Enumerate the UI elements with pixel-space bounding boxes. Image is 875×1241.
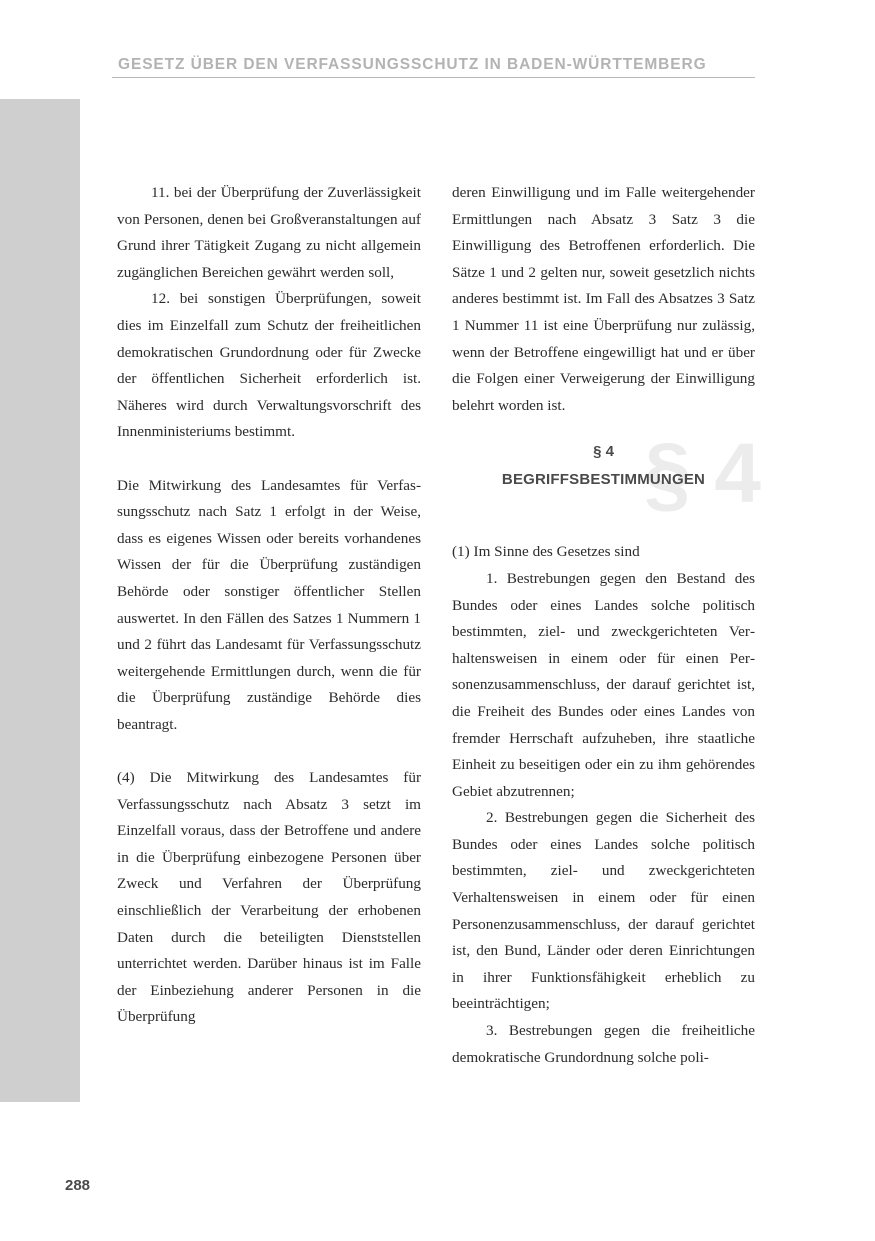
page-number: 288	[65, 1177, 91, 1194]
section-watermark: § 4	[644, 426, 761, 521]
list-item-3: 3. Bestrebungen gegen die freiheitliche demokratische Grundordnung solche poli-	[452, 1022, 755, 1066]
header-rule	[112, 77, 755, 78]
list-item-11: 11. bei der Überprüfung der Zuverlässigkeit von Personen, denen bei Großveranstaltungen auf Grund ihrer Tätigkeit Zugang zu nicht allgemein zugänglichen Bereichen gewährt werden soll,	[117, 184, 421, 281]
section-title: BEGRIFFSBESTIMMUNGEN	[501, 471, 706, 489]
side-margin-bar	[0, 99, 80, 1102]
left-column	[117, 180, 421, 1031]
paragraph-1-intro: (1) Im Sinne des Gesetzes sind	[452, 543, 640, 561]
list-item-1: 1. Bestrebungen gegen den Bestand des Bundes oder eines Landes solche politisch bestimmten, ziel- und zweckgerichteten Verhaltensweisen in einem oder für einen Personenzusammenschluss, der darauf gerichtet ist, die Freiheit des Bundes oder eines Landes von fremder Herrschaft aufzuheben, ihre staatliche Einheit zu beseitigen oder ein zu ihm gehörendes Gebiet abzutrennen;	[452, 569, 755, 800]
right-column	[452, 180, 761, 1071]
paragraph-mitwirkung: Die Mitwirkung des Landesamtes für Verfassungsschutz nach Satz 1 erfolgt in der Weise, dass es eigenes Wissen oder bereits vorhandenes Wissen der für die Überprüfung zuständigen Behörde oder sonstiger öffentlicher Stellen auswertet. In den Fällen des Satzes 1 Nummern 1 und 2 führt das Landesamt für Verfassungsschutz weitergehende Ermittlungen durch, wenn die für die Überprüfung zuständige Behörde dies beantragt.	[117, 476, 421, 733]
list-item-2: 2. Bestrebungen gegen die Sicherheit des Bundes oder eines Landes solche politisch bestimmten, ziel- und zweckgerichteten Verhaltensweisen in einem oder für einen Personenzusammenschluss, der darauf gerichtet ist, den Bund, Länder oder deren Einrichtungen in ihrer Funktionsfähigkeit erheblich zu beeinträchtigen;	[452, 809, 755, 1013]
paragraph-gap	[117, 446, 421, 473]
section-heading	[452, 426, 761, 539]
section-number: § 4	[593, 443, 614, 461]
paragraph-4: (4) Die Mitwirkung des Landesamtes für Verfassungsschutz nach Absatz 3 setzt im Einzelfall voraus, dass der Betroffene und andere in die Überprüfung einbezogene Personen über Zweck und Verfahren der Überprüfung einschließlich der Verarbeitung der erhobenen Daten durch die beteiligten Dienststellen unterrichtet werden. Darüber hinaus ist im Falle der Einbeziehung anderer Personen in die Überprüfung	[117, 769, 421, 1026]
list-item-12: 12. bei sonstigen Überprüfungen, soweit dies im Einzelfall zum Schutz der freiheitlichen demokratischen Grundordnung oder für Zwecke der öffentlichen Sicherheit erforderlich ist. Näheres wird durch Verwaltungsvorschrift des Innenministeriums bestimmt.	[117, 290, 421, 441]
paragraph-gap	[117, 738, 421, 765]
paragraph-continuation: deren Einwilligung und im Falle weitergehender Ermittlungen nach Absatz 3 Satz 3 die Einwilligung des Betroffenen erforderlich. Die Sätze 1 und 2 gelten nur, soweit gesetzlich nichts anderes bestimmt ist. Im Fall des Absatzes 3 Satz 1 Nummer 11 ist eine Überprüfung nur zulässig, wenn der Betroffene eingewilligt hat und er über die Folgen einer Verweigerung der Einwilligung belehrt worden ist.	[452, 184, 755, 414]
running-header: GESETZ ÜBER DEN VERFASSUNGSSCHUTZ IN BADEN-WÜRTTEMBERG	[118, 56, 707, 73]
